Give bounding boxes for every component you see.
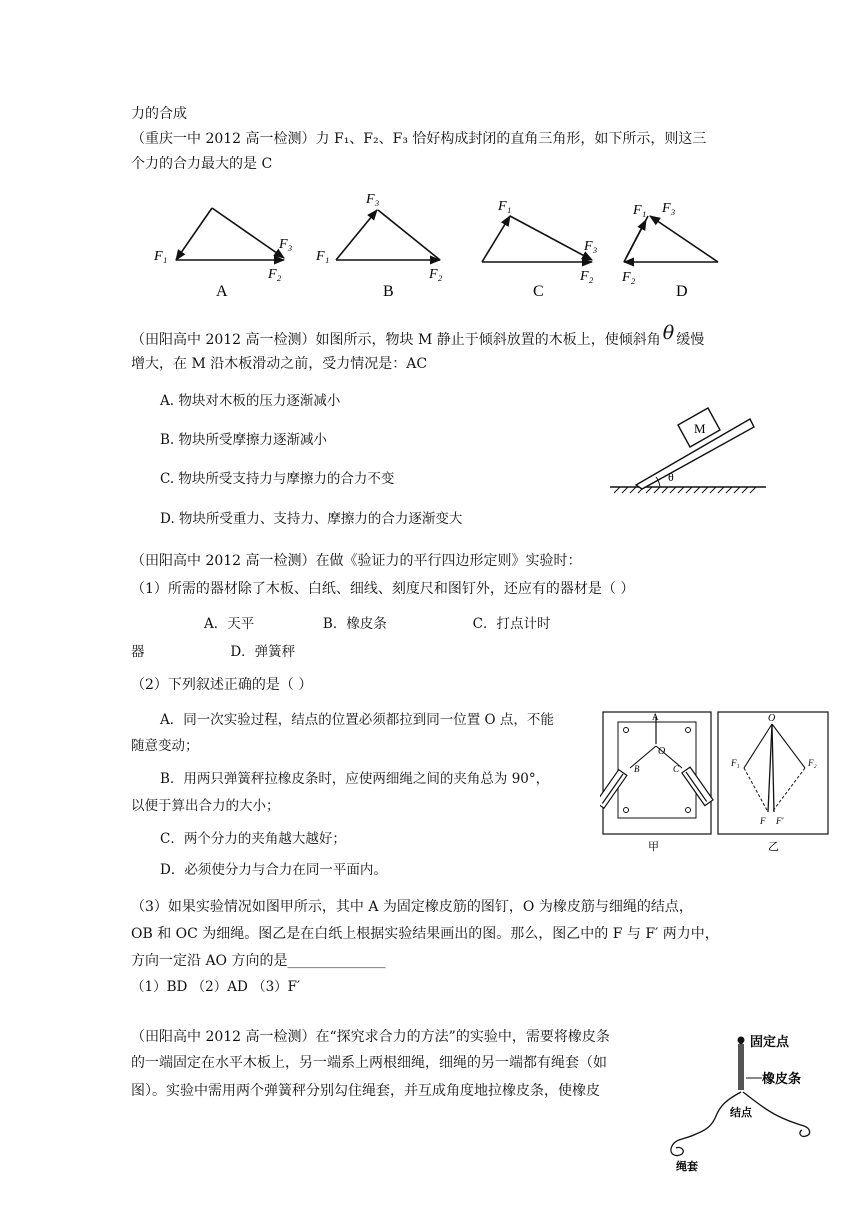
q3-part3-line3: 方向一定沿 AO 方向的是______________: [131, 953, 386, 969]
a-f1-label: F₁: [154, 249, 168, 264]
d-f2-label: F₂: [622, 270, 636, 285]
d-f3-label: F₃: [662, 201, 676, 216]
q3-part3-line2: OB 和 OC 为细绳。图乙是在白纸上根据实验结果画出的图。那么，图乙中的 F 与 F′ 两力中，: [131, 926, 719, 942]
c-f3-label: F₃: [584, 239, 598, 254]
c-f1-label: F₁: [498, 199, 512, 214]
q2-option-c: C. 物块所受支持力与摩擦力的合力不变: [160, 471, 395, 487]
c-f2-label: F₂: [580, 269, 594, 284]
q1-line2: 个力的合力最大的是 C: [131, 156, 273, 172]
q3-part2-option-a2: 随意变动；: [131, 738, 199, 754]
a-f3-label: F₃: [279, 237, 293, 252]
q2-line1-a: （田阳高中 2012 高一检测）如图所示，物块 M 静止于倾斜放置的木板上，使倾斜角: [131, 332, 661, 348]
spring-scale-left: [600, 770, 627, 809]
parallelogram-experiment-figure: [600, 708, 832, 856]
yi-f2-label: F₂: [808, 758, 817, 768]
yi-o-label: O: [768, 713, 776, 724]
triangle-a: [176, 208, 284, 260]
triangle-c: [482, 216, 592, 262]
q3-part2-option-c: C．两个分力的夹角越大越好；: [160, 831, 346, 847]
q3-part2-option-d: D．必须使分力与合力在同一平面内。: [160, 862, 387, 878]
label-b: B: [383, 283, 394, 300]
label-c: C: [533, 283, 544, 300]
q2-line1: [131, 322, 705, 350]
q3-part2-option-a1: A．同一次实验过程，结点的位置必须都拉到同一位置 O 点，不能: [160, 712, 554, 728]
rubber-band-label: 橡皮条: [762, 1071, 802, 1086]
yi-caption: 乙: [768, 841, 779, 853]
jia-c-label: C: [673, 764, 680, 774]
q1-line1: （重庆一中 2012 高一检测）力 F₁、F₂、F₃ 恰好构成封闭的直角三角形，如下所示，则这三: [131, 131, 707, 147]
theta-symbol: θ: [662, 322, 675, 344]
q2-line1-b: 缓慢: [676, 332, 705, 348]
q3-answer: （1）BD （2）AD （3）F′: [131, 979, 301, 995]
q3-part2-option-b1: B．用两只弹簧秤拉橡皮条时，应使两细绳之间的夹角总为 90°，: [160, 771, 550, 787]
jia-b-label: B: [634, 764, 640, 774]
jia-a-label: A: [652, 712, 659, 722]
q2-option-d: D. 物块所受重力、支持力、摩擦力的合力逐渐变大: [160, 511, 463, 527]
q3-part2: （2）下列叙述正确的是（ ）: [131, 677, 313, 693]
spring-scale-right: [682, 767, 713, 806]
page-title: 力的合成: [131, 106, 187, 122]
jia-caption: 甲: [648, 841, 659, 853]
q2-option-a: A. 物块对木板的压力逐渐减小: [160, 393, 341, 409]
a-f2-label: F₂: [268, 267, 282, 282]
d-f1-label: F₁: [633, 203, 647, 218]
rubber-band-figure: [666, 1030, 816, 1180]
q3-part3-line1: （3）如果实验情况如图甲所示，其中 A 为固定橡皮筋的图钉，O 为橡皮筋与细绳的结点，: [131, 899, 693, 915]
q3-part1-options-line2: 器 D．弹簧秤: [131, 644, 296, 660]
q3-part2-option-b2: 以便于算出合力的大小；: [131, 798, 280, 814]
q3-intro: （田阳高中 2012 高一检测）在做《验证力的平行四边形定则》实验时：: [131, 553, 582, 569]
jia-o-label: O: [658, 746, 666, 757]
label-d: D: [676, 283, 688, 300]
label-a: A: [216, 283, 228, 300]
q3-part1-options-line1: A．天平 B．橡皮条 C．打点计时: [204, 616, 551, 632]
yi-f-label: F: [760, 816, 766, 826]
q4-line3: 图）。实验中需用两个弹簧秤分别勾住绳套，并互成角度地拉橡皮条，使橡皮: [131, 1083, 600, 1099]
b-f2-label: F₂: [429, 267, 443, 282]
q1-triangles-figure: [140, 188, 740, 308]
q4-line1: （田阳高中 2012 高一检测）在“探究求合力的方法”的实验中，需要将橡皮条: [131, 1029, 610, 1045]
b-f1-label: F₁: [316, 249, 330, 264]
yi-fprime-label: F′: [776, 816, 784, 826]
loop-label: 绳套: [676, 1161, 698, 1173]
angle-label: θ: [668, 470, 674, 484]
q2-line2: 增大，在 M 沿木板滑动之前，受力情况是：AC: [131, 356, 428, 372]
q4-line2: 的一端固定在水平木板上，另一端系上两根细绳，细绳的另一端都有绳套（如: [131, 1055, 607, 1071]
knot-label: 结点: [730, 1107, 752, 1119]
fixed-point-label: 固定点: [750, 1034, 790, 1049]
q2-option-b: B. 物块所受摩擦力逐渐减小: [160, 432, 328, 448]
block-m-label: M: [694, 421, 706, 436]
yi-f1-label: F₁: [731, 758, 740, 768]
triangle-d: [624, 216, 718, 262]
triangle-b: [336, 210, 440, 260]
b-f3-label: F₃: [366, 192, 380, 207]
incline-figure: [608, 395, 768, 495]
q3-part1: （1）所需的器材除了木板、白纸、细线、刻度尺和图钉外，还应有的器材是（ ）: [131, 581, 635, 597]
